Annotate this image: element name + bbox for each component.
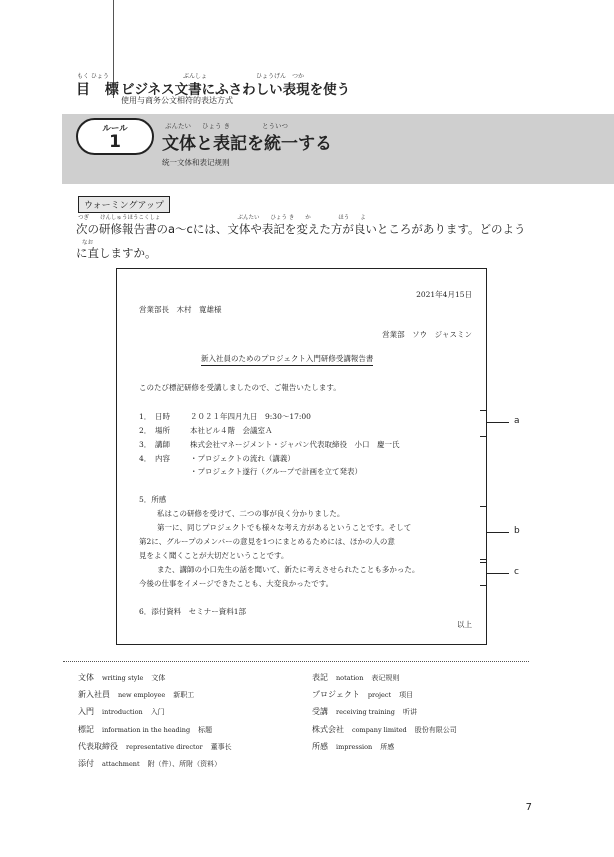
annotation-c: c (514, 567, 519, 577)
item-number: 3． (139, 440, 152, 449)
rule-title: 文体と表記を統一する (162, 134, 332, 154)
bracket-a-line (487, 422, 509, 423)
glossary-english: introduction (102, 708, 143, 716)
glossary-english: attachment (102, 760, 140, 768)
glossary-item (78, 724, 212, 735)
goal-title: ビジネス文書にふさわしい表現を使う (121, 82, 351, 98)
item-number: 2． (139, 426, 152, 435)
goal-label: 目 標 (76, 82, 124, 98)
glossary-chinese: 附（件）、所附（资料） (147, 760, 222, 768)
warmup-label: ウォーミングアップ (78, 196, 170, 213)
glossary-english: impression (336, 743, 373, 751)
bracket-b-line (487, 532, 509, 533)
glossary-chinese: 入门 (150, 708, 165, 716)
glossary-english: new employee (118, 691, 166, 699)
glossary-item (312, 672, 399, 683)
glossary-term: 入門 (78, 707, 94, 716)
glossary-english: writing style (102, 674, 144, 682)
goal-ruby-2: ひょうげん (256, 73, 287, 80)
glossary-chinese: 董事长 (210, 743, 232, 751)
rule-ruby-1: ぶんたい (165, 122, 191, 130)
glossary-term: 標記 (78, 725, 94, 734)
instruction-ruby-2: なお (82, 240, 94, 246)
report-title: 新入社員のためのプロジェクト入門研修受講報告書 (201, 353, 373, 366)
glossary-item (78, 741, 232, 752)
glossary-divider (63, 661, 529, 662)
impression-line: 見をよく聞くことが大切だということです。 (139, 551, 289, 560)
glossary-english: information in the heading (102, 726, 191, 734)
rule-badge-number: 1 (109, 132, 121, 152)
item-key: 日時 (155, 412, 170, 421)
goal-subtitle: 使用与商务公文相符的表达方式 (121, 96, 233, 105)
item-key: 内容 (155, 454, 170, 463)
item-number: 1． (139, 412, 152, 421)
rule-badge (76, 118, 154, 155)
annotation-b: b (514, 526, 520, 536)
impression-line: また、講師の小口先生の話を聞いて、新たに考えさせられたことも多かった。 (157, 565, 420, 574)
bracket-a (480, 410, 487, 437)
rule-badge-label: ルール (102, 124, 128, 134)
item-value: ・プロジェクトの流れ（講義） (190, 454, 295, 463)
goal-ruby-1: ぶんしょ (183, 73, 208, 80)
item-value: ２０２１年四月九日 9:30〜17:00 (190, 412, 311, 421)
glossary-chinese: 新职工 (173, 691, 195, 699)
glossary-term: 受講 (312, 707, 328, 716)
item-key: 講師 (155, 440, 170, 449)
goal-ruby-3: つか (292, 73, 305, 80)
rule-ruby-3: とういつ (262, 122, 288, 130)
report-sender: 営業部 ソウ ジャスミン (382, 330, 472, 339)
glossary-term: プロジェクト (312, 690, 360, 699)
report-closing: 以上 (457, 620, 472, 629)
instruction-ruby-1: つぎ けんしゅうほうこくしょ ぶんたい ひょう き か ほう よ (78, 215, 366, 221)
report-recipient: 営業部長 木村 寛雄様 (139, 305, 222, 314)
glossary-chinese: 听讲 (402, 708, 417, 716)
annotation-a: a (514, 416, 520, 426)
glossary-term: 株式会社 (312, 725, 344, 734)
glossary-english: receiving training (336, 708, 395, 716)
section-attachments: 6．添付資料 セミナー資料1部 (139, 607, 247, 616)
glossary-term: 所感 (312, 742, 328, 751)
glossary-term: 表記 (312, 673, 328, 682)
bracket-c (480, 562, 487, 586)
glossary-english: company limited (352, 726, 407, 734)
item-value: 本社ビル４階 会議室Ａ (190, 426, 273, 435)
glossary-chinese: 文体 (151, 674, 166, 682)
glossary-item (78, 706, 165, 717)
glossary-item (312, 706, 417, 717)
page-number: 7 (525, 802, 532, 813)
glossary-term: 代表取締役 (78, 742, 118, 751)
bracket-c-line (487, 573, 509, 574)
rule-ruby-2: ひょう き (202, 122, 231, 130)
item-number: 4． (139, 454, 152, 463)
glossary-chinese: 所感 (380, 743, 395, 751)
glossary-term: 文体 (78, 673, 94, 682)
glossary-item (78, 758, 221, 769)
report-document (116, 268, 487, 645)
glossary-chinese: 股份有限公司 (414, 726, 457, 734)
glossary-item (312, 724, 457, 735)
impression-line: 第2に、グループのメンバーの意見を1つにまとめるためには、ほかの人の意 (139, 537, 395, 546)
glossary-term: 添付 (78, 759, 94, 768)
item-value: 株式会社マネージメント・ジャパン代表取締役 小口 慶一氏 (190, 440, 400, 449)
rule-subtitle: 统一文体和表记规则 (162, 158, 230, 167)
glossary-english: representative director (126, 743, 203, 751)
instruction-line-2: に直しますか。 (76, 246, 157, 260)
glossary-english: project (367, 691, 392, 699)
instruction-line-1: 次の研修報告書のa〜cには、文体や表記を変えた方が良いところがあります。どのよう (76, 222, 526, 236)
glossary-english: notation (336, 674, 364, 682)
item-key: 場所 (155, 426, 170, 435)
bracket-b (480, 506, 487, 560)
impression-line: 私はこの研修を受けて、二つの事が良く分かりました。 (157, 509, 345, 518)
goal-ruby: もく ひょう (77, 73, 109, 80)
glossary-item (78, 672, 165, 683)
glossary-item (78, 689, 194, 700)
glossary-item (312, 689, 413, 700)
report-intro: このたび標記研修を受講しましたので、ご報告いたします。 (139, 383, 341, 392)
report-date: 2021年4月15日 (416, 290, 472, 299)
item-value-continued: ・プロジェクト遂行（グループで計画を立て発表） (190, 467, 362, 476)
glossary-term: 新入社員 (78, 690, 110, 699)
glossary-chinese: 表记规则 (371, 674, 400, 682)
glossary-item (312, 741, 394, 752)
glossary-chinese: 项目 (399, 691, 414, 699)
impression-line: 今後の仕事をイメージできたことも、大変良かったです。 (139, 579, 334, 588)
glossary-chinese: 标题 (198, 726, 213, 734)
impression-line: 第一に、同じプロジェクトでも様々な考え方があるということです。そして (157, 523, 412, 532)
section-impressions: 5．所感 (139, 495, 167, 504)
